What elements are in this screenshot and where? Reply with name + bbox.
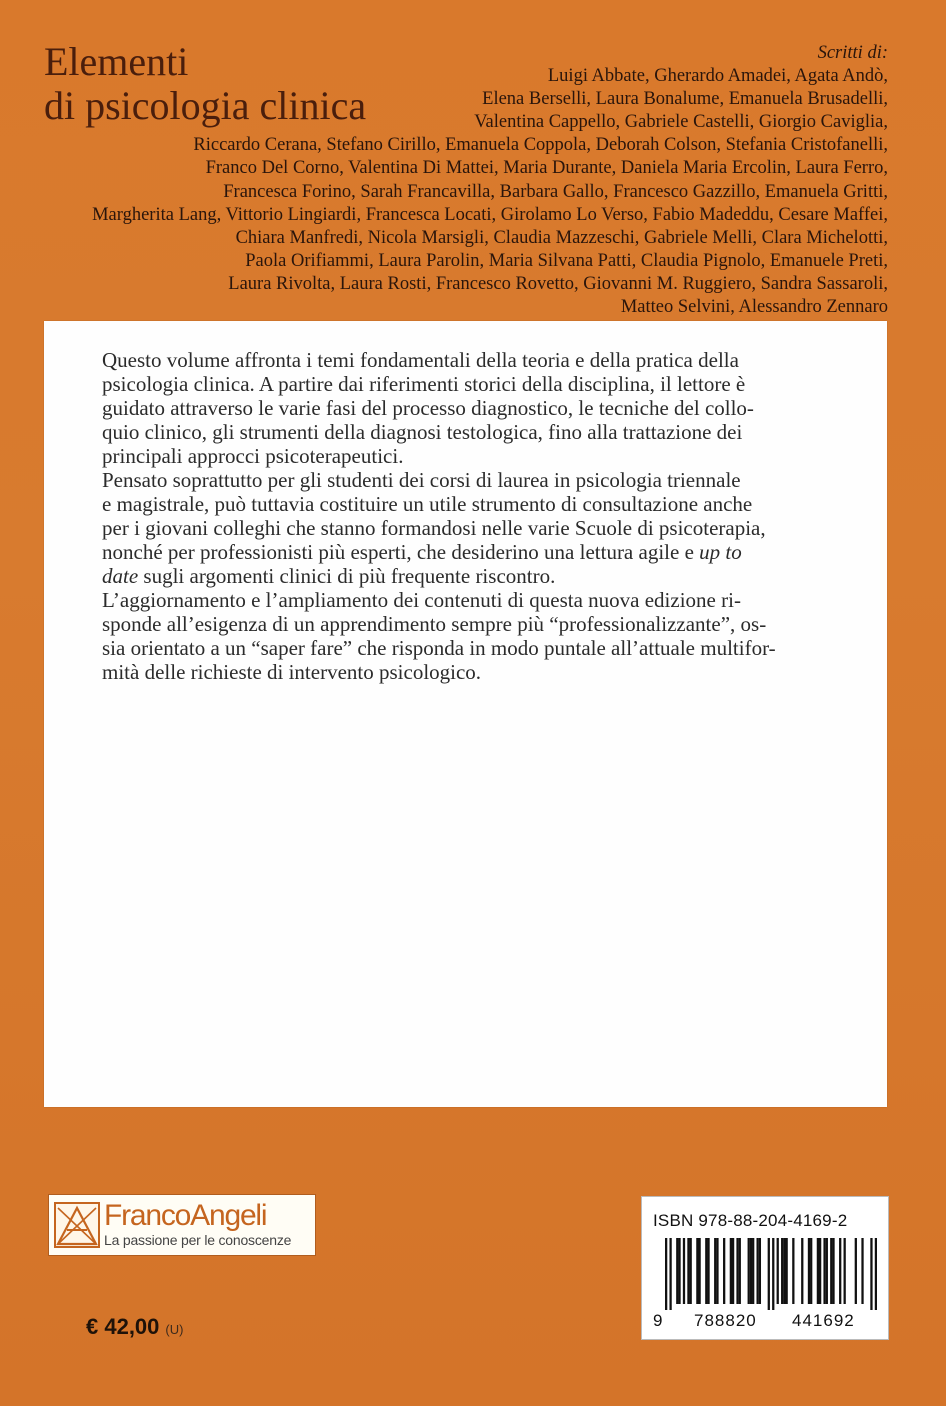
barcode-bar <box>823 1238 825 1304</box>
barcode-bar <box>696 1238 698 1304</box>
description-line: sponde all’esigenza di un apprendimento sempre più “professionalizzante”, os- <box>102 612 767 636</box>
barcode-bar <box>801 1238 803 1304</box>
barcode-bar <box>830 1238 832 1304</box>
barcode-bar <box>870 1238 872 1310</box>
italic-phrase: up to <box>699 540 742 564</box>
authors-label: Scritti di: <box>817 43 888 63</box>
barcode-bar <box>861 1238 863 1304</box>
barcode-bar <box>826 1238 828 1304</box>
barcode-bar <box>759 1238 761 1304</box>
barcode-bar <box>768 1238 770 1310</box>
price-label <box>86 1314 183 1340</box>
barcode-digits-right: 441692 <box>792 1311 855 1330</box>
authors-line: Valentina Cappello, Gabriele Castelli, Giorgio Caviglia, <box>474 112 888 133</box>
price-code: (U) <box>165 1322 184 1337</box>
barcode-bar <box>839 1238 841 1304</box>
description-line: L’aggiornamento e l’ampliamento dei contenuti di questa nuova edizione ri- <box>102 588 741 612</box>
isbn-barcode-box <box>641 1196 889 1340</box>
description-paragraph-1 <box>102 348 839 468</box>
barcode-bar <box>678 1238 680 1304</box>
barcode-bar <box>792 1238 794 1304</box>
description-text: nonché per professionisti più esperti, che desiderino una lettura agile e <box>102 540 694 564</box>
description-line: sia orientato a un “saper fare” che risponda in modo puntale all’attuale multifor- <box>102 636 776 660</box>
barcode-bar <box>705 1238 707 1304</box>
authors-list <box>28 39 888 319</box>
barcode-bar <box>683 1238 685 1304</box>
book-description <box>102 348 839 684</box>
barcode-bar <box>777 1238 779 1304</box>
barcode-bar <box>739 1238 741 1304</box>
title-line-2: di psicologia clinica <box>44 83 367 128</box>
barcode-bar <box>723 1238 725 1304</box>
barcode <box>665 1238 877 1310</box>
italic-phrase: date <box>102 564 139 588</box>
barcode-bar <box>748 1238 750 1304</box>
barcode-bar <box>714 1238 716 1304</box>
barcode-bar <box>732 1238 734 1304</box>
title-line-1: Elementi <box>44 39 189 84</box>
barcode-bar <box>736 1238 738 1304</box>
authors-line: Francesca Forino, Sarah Francavilla, Barbara Gallo, Francesco Gazzillo, Emanuela Gritti, <box>223 181 888 202</box>
description-line: e magistrale, può tuttavia costituire un utile strumento di consultazione anche <box>102 492 753 516</box>
price-amount: € 42,00 <box>86 1314 160 1339</box>
description-line <box>102 540 839 564</box>
description-paragraph-3 <box>102 588 839 684</box>
description-line: quio clinico, gli strumenti della diagnosi testologica, fino alla trattazione dei <box>102 420 743 444</box>
barcode-bar <box>730 1238 732 1304</box>
description-line: psicologia clinica. A partire dai riferimenti storici della disciplina, il lettore è <box>102 372 746 396</box>
barcode-bar <box>817 1238 819 1304</box>
barcode-digit-lead: 9 <box>653 1311 663 1330</box>
barcode-bar <box>772 1238 774 1310</box>
barcode-bar <box>819 1238 821 1304</box>
authors-line: Elena Berselli, Laura Bonalume, Emanuela Brusadelli, <box>482 89 888 110</box>
authors-line: Franco Del Corno, Valentina Di Mattei, Maria Durante, Daniela Maria Ercolin, Laura Ferro, <box>205 158 888 179</box>
description-line: Questo volume affronta i temi fondamentali della teoria e della pratica della <box>102 348 739 372</box>
barcode-bar <box>665 1238 667 1310</box>
barcode-digits <box>642 1311 888 1331</box>
isbn-label: ISBN 978-88-204-4169-2 <box>653 1211 848 1230</box>
barcode-bar <box>855 1238 857 1304</box>
barcode-bar <box>808 1238 810 1304</box>
authors-line: Matteo Selvini, Alessandro Zennaro <box>620 297 888 318</box>
barcode-bar <box>756 1238 758 1304</box>
description-line: mità delle richieste di intervento psicologico. <box>102 660 482 684</box>
barcode-bar <box>781 1238 783 1304</box>
barcode-bar <box>676 1238 678 1304</box>
barcode-bar <box>750 1238 752 1304</box>
barcode-bar <box>844 1238 846 1304</box>
authors-line: Margherita Lang, Vittorio Lingiardi, Francesca Locati, Girolamo Lo Verso, Fabio Madeddu, Cesare Maffei, <box>92 204 888 225</box>
publisher-tagline: La passione per le conoscenze <box>104 1232 292 1248</box>
publisher-mark-icon <box>54 1202 100 1248</box>
description-panel <box>44 321 887 1107</box>
publisher-logo <box>48 1194 316 1256</box>
barcode-bar <box>752 1238 754 1304</box>
barcode-bar <box>669 1238 671 1310</box>
authors-line: Laura Rivolta, Laura Rosti, Francesco Rovetto, Giovanni M. Ruggiero, Sandra Sassaroli, <box>228 273 888 294</box>
description-line: per i giovani colleghi che stanno formandosi nelle varie Scuole di psicoterapia, <box>102 516 766 540</box>
description-text: sugli argomenti clinici di più frequente riscontro. <box>143 564 556 588</box>
description-line: Pensato soprattutto per gli studenti dei corsi di laurea in psicologia triennale <box>102 468 741 492</box>
barcode-bar <box>698 1238 700 1304</box>
authors-line: Chiara Manfredi, Nicola Marsigli, Claudia Mazzeschi, Gabriele Melli, Clara Michelotti, <box>235 227 888 248</box>
description-line: principali approcci psicoterapeutici. <box>102 444 404 468</box>
barcode-digits-left: 788820 <box>694 1311 757 1330</box>
barcode-bar <box>690 1238 692 1304</box>
authors-line: Luigi Abbate, Gherardo Amadei, Agata Andò, <box>547 66 888 87</box>
description-line <box>102 564 839 588</box>
authors-line: Riccardo Cerana, Stefano Cirillo, Emanuela Coppola, Deborah Colson, Stefania Cristofanelli, <box>193 135 888 156</box>
publisher-wordmark <box>104 1201 291 1249</box>
publisher-name: FrancoAngeli <box>104 1199 267 1232</box>
barcode-bar <box>687 1238 689 1304</box>
barcode-bar <box>783 1238 785 1304</box>
description-paragraph-2 <box>102 468 839 588</box>
barcode-bar <box>716 1238 718 1304</box>
barcode-bar <box>810 1238 812 1304</box>
barcode-bar <box>832 1238 834 1304</box>
authors-line: Paola Orifiammi, Laura Parolin, Maria Silvana Patti, Claudia Pignolo, Emanuele Preti, <box>245 250 888 271</box>
barcode-bar <box>875 1238 877 1310</box>
barcode-bar <box>786 1238 788 1304</box>
barcode-bar <box>707 1238 709 1304</box>
description-line: guidato attraverso le varie fasi del processo diagnostico, le tecniche del collo- <box>102 396 754 420</box>
